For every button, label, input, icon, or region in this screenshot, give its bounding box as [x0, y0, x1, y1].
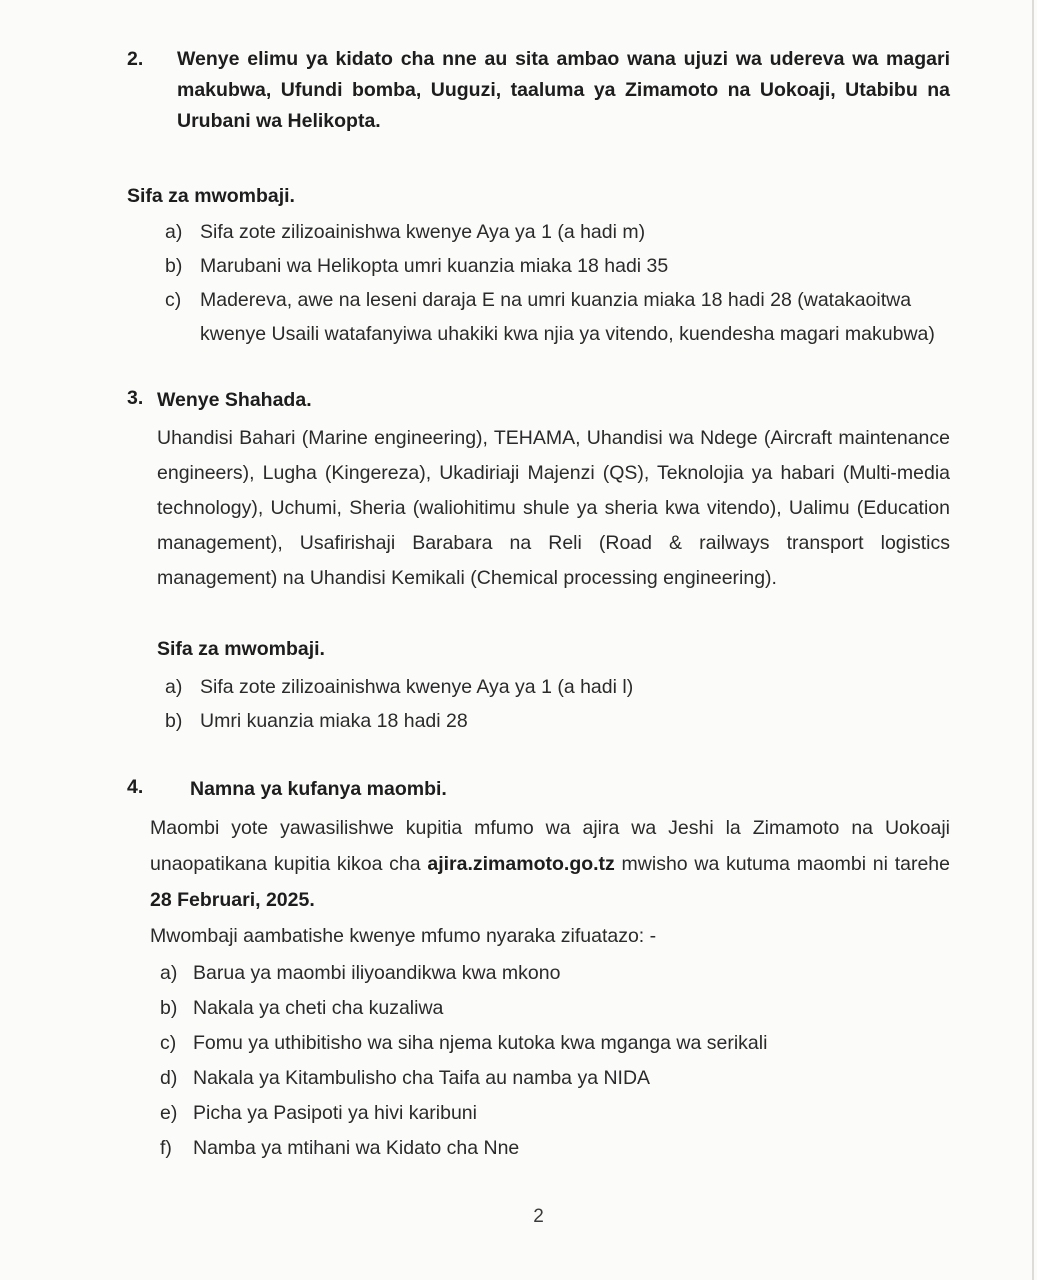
list-item: [165, 670, 950, 704]
list-item-text: Sifa zote zilizoainishwa kwenye Aya ya 1 (a hadi m): [200, 221, 646, 243]
list-item-text: Madereva, awe na leseni daraja E na umri kuanzia miaka 18 hadi 28 (watakaoitwa kwenye Usaili watafanyiwa uhakiki kwa njia ya vitendo, kuendesha magari makubwa): [200, 289, 935, 345]
list-item-text: Sifa zote zilizoainishwa kwenye Aya ya 1 (a hadi l): [200, 676, 634, 698]
scan-edge-line: [1032, 0, 1034, 1280]
application-domain-bold: ajira.zimamoto.go.tz: [427, 853, 615, 875]
list-item-text: Barua ya maombi iliyoandikwa kwa mkono: [193, 962, 561, 984]
list-item: [160, 1061, 950, 1096]
list-marker: a): [165, 221, 183, 243]
list-item: [165, 283, 950, 351]
sifa-heading-1: Sifa za mwombaji.: [127, 185, 295, 207]
list-marker: e): [160, 1102, 178, 1124]
list-item-text: Marubani wa Helikopta umri kuanzia miaka 18 hadi 35: [200, 255, 669, 277]
section-3-number: 3.: [127, 387, 144, 409]
section-3-body: Uhandisi Bahari (Marine engineering), TEHAMA, Uhandisi wa Ndege (Aircraft maintenance engineers), Lugha (Kingereza), Ukadiriaji Majenzi (QS), Teknolojia ya habari (Multi-media technology), Uchumi, Sheria (waliohitimu shule ya sheria kwa vitendo), Ualimu (Education management), Usafirishaji Barabara na Reli (Road & railways transport logistics management) na Uhandisi Kemikali (Chemical processing engineering).: [157, 427, 950, 589]
section-3: [127, 387, 950, 596]
list-item: [160, 956, 950, 991]
sifa-list-2: [165, 670, 950, 738]
section-4: [127, 776, 950, 1166]
deadline-date-bold: 28 Februari, 2025.: [150, 889, 315, 911]
section-4-heading-row: [127, 776, 950, 802]
list-item: [160, 1096, 950, 1131]
list-item-text: Picha ya Pasipoti ya hivi karibuni: [193, 1102, 477, 1124]
list-item-text: Namba ya mtihani wa Kidato cha Nne: [193, 1137, 520, 1159]
attachments-intro: Mwombaji aambatishe kwenye mfumo nyaraka zifuatazo: -: [150, 925, 657, 947]
attachments-list: [160, 956, 950, 1166]
list-marker: a): [160, 962, 178, 984]
sifa-list-1: [165, 215, 950, 351]
section-4-para-part1: Maombi yote yawasilishwe kupitia mfumo wa ajira wa Jeshi la Zimamoto na Uokoaji unaopatikana kupitia kikoa cha: [150, 817, 950, 875]
section-3-heading: Wenye Shahada.: [157, 389, 312, 411]
list-item-text: Nakala ya Kitambulisho cha Taifa au namba ya NIDA: [193, 1067, 651, 1089]
section-3-heading-row: [127, 387, 950, 413]
section-2: [127, 44, 950, 137]
list-marker: c): [165, 289, 182, 311]
list-marker: d): [160, 1067, 178, 1089]
list-marker: b): [165, 255, 183, 277]
list-item: [165, 249, 950, 283]
section-4-para-part2: mwisho wa kutuma maombi ni tarehe: [614, 853, 950, 875]
list-marker: b): [160, 997, 178, 1019]
list-item: [160, 1131, 950, 1166]
list-item-text: Nakala ya cheti cha kuzaliwa: [193, 997, 444, 1019]
list-marker: c): [160, 1032, 177, 1054]
list-item-text: Fomu ya uthibitisho wa siha njema kutoka kwa mganga wa serikali: [193, 1032, 768, 1054]
section-4-heading: Namna ya kufanya maombi.: [190, 778, 447, 800]
page-number: 2: [533, 1206, 544, 1227]
section-4-paragraph: [150, 810, 950, 918]
list-item: [165, 704, 950, 738]
page-content: [127, 44, 950, 1166]
section-2-text: Wenye elimu ya kidato cha nne au sita ambao wana ujuzi wa udereva wa magari makubwa, Ufundi bomba, Uuguzi, taaluma ya Zimamoto na Uokoaji, Utabibu na Urubani wa Helikopta.: [177, 48, 950, 132]
list-marker: f): [160, 1137, 172, 1159]
section-2-number: 2.: [127, 48, 144, 70]
list-marker: a): [165, 676, 183, 698]
list-item: [165, 215, 950, 249]
list-item-text: Umri kuanzia miaka 18 hadi 28: [200, 710, 468, 732]
section-4-number: 4.: [127, 776, 144, 798]
list-item: [160, 1026, 950, 1061]
list-item: [160, 991, 950, 1026]
sifa-heading-2: Sifa za mwombaji.: [157, 638, 325, 660]
list-marker: b): [165, 710, 183, 732]
